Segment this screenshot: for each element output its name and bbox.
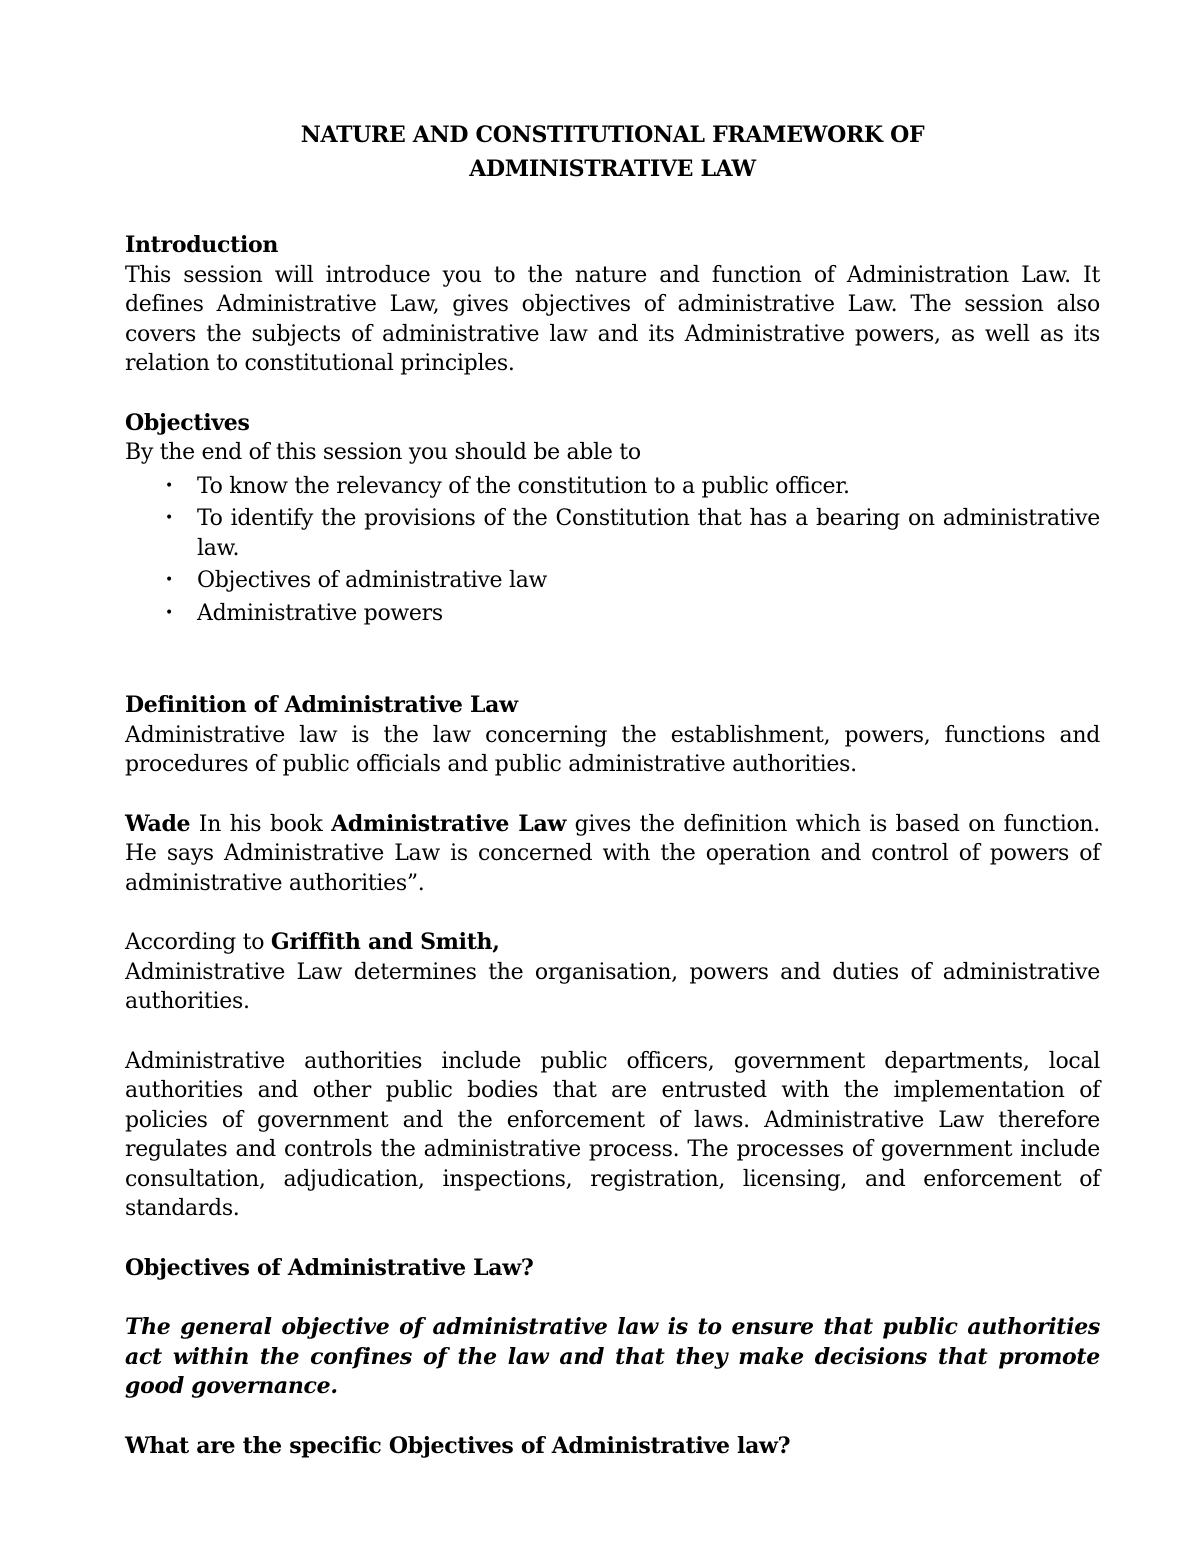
objectives-lead: By the end of this session you should be able to [125,440,641,465]
wade-name: Wade [125,810,191,837]
title-line-1: NATURE AND CONSTITUTIONAL FRAMEWORK OF [300,122,925,148]
list-item [125,599,1100,629]
bullet-icon: • [165,477,173,494]
list-item [125,566,1100,596]
list-item [125,472,1100,502]
griffith-lead: According to [125,930,271,955]
bullet-icon: • [165,510,173,526]
list-item-text: To know the relevancy of the constitution to a public officer. [197,473,850,499]
bullet-icon: • [165,604,173,621]
griffith-lead-line [125,928,1100,958]
list-item-text: Administrative powers [197,600,443,626]
list-item-text: To identify the provisions of the Constitution that has a bearing on administrative law. [197,506,1100,561]
list-item [125,504,1100,563]
definition-section [125,691,1100,1224]
objectives-heading: Objectives [125,409,250,436]
document-page [125,118,1100,1461]
wade-paragraph [125,810,1100,899]
introduction-text: This session will introduce you to the nature and function of Administration Law. It defines Administrative Law, gives objectives of administrative Law. The session also covers the subjects of administrative law and its Administrative powers, as well as its relation to constitutional principles. [125,262,1100,376]
general-objective-text: The general objective of administrative law is to ensure that public authorities act within the confines of the law and that they make decisions that promote good governance. [125,1314,1100,1399]
list-item-text: Objectives of administrative law [197,568,548,593]
wade-mid: In his book [190,811,332,837]
objectives-list [125,472,1100,629]
specific-objectives-heading: What are the specific Objectives of Administrative law? [125,1432,791,1459]
document-title [125,118,1100,186]
definition-heading: Definition of Administrative Law [125,692,518,718]
introduction-section [125,231,1100,379]
title-line-2: ADMINISTRATIVE LAW [469,156,756,182]
griffith-names: Griffith and Smith, [270,929,500,955]
definition-text: Administrative law is the law concerning the establishment, powers, functions and procedures of public officials and public administrative authorities. [125,722,1100,777]
objectives-admin-section [125,1254,1100,1462]
introduction-heading: Introduction [125,232,279,258]
griffith-text: Administrative Law determines the organisation, powers and duties of administrative authorities. [125,959,1100,1014]
bullet-icon: • [165,572,173,588]
wade-rest: gives the definition which is based on function. He says Administrative Law is concerned with the operation and control of powers of administrative authorities”. [125,811,1100,896]
wade-book-title: Administrative Law [331,810,567,837]
objectives-admin-heading: Objectives of Administrative Law? [125,1254,534,1281]
authorities-text: Administrative authorities include public officers, government departments, local authorities and other public bodies that are entrusted with the implementation of policies of government and the enforcement of laws. Administrative Law therefore regulates and controls the administrative process. The processes of government include consultation, adjudication, inspections, registration, licensing, and enforcement of standards. [125,1048,1100,1221]
objectives-section [125,409,1100,629]
